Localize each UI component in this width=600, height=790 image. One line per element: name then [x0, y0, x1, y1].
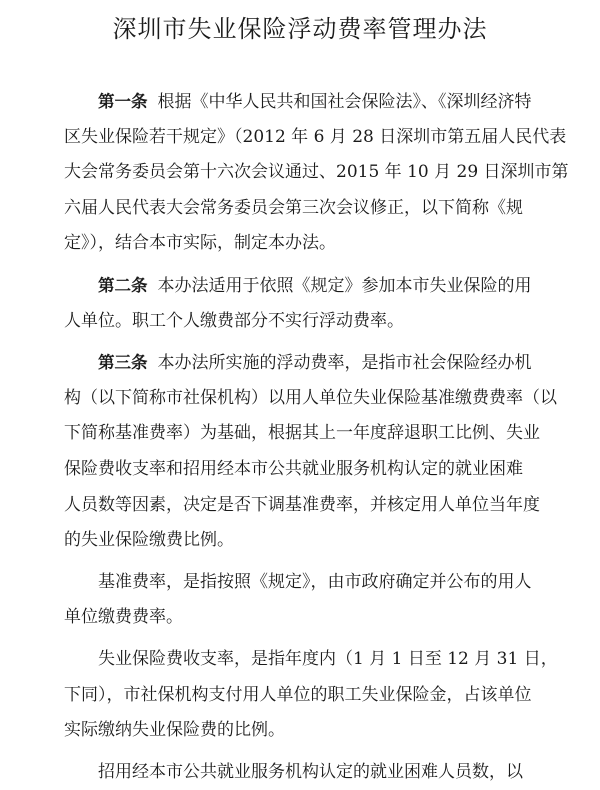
article-1: [64, 84, 569, 262]
paragraph-line: 实际缴纳失业保险费的比例。: [64, 720, 285, 741]
paragraph-base-rate: [64, 565, 564, 636]
paragraph-line: 下同），市社保机构支付用人单位的职工失业保险金，占该单位: [64, 684, 532, 705]
article-text: 本办法所实施的浮动费率，是指市社会保险经办机: [157, 353, 532, 374]
article-line: 定》），结合本市实际，制定本办法。: [64, 233, 336, 254]
article-line: [64, 345, 564, 381]
article-line: 六届人民代表大会常务委员会第三次会议修正，以下简称《规: [64, 197, 523, 218]
paragraph-line: 失业保险费收支率，是指年度内（1 月 1 日至 12 月 31 日，: [98, 648, 558, 669]
article-label: 第一条: [98, 92, 148, 111]
document-body: [64, 84, 569, 790]
article-line: 的失业保险缴费比例。: [64, 530, 234, 551]
article-line: [64, 268, 564, 304]
article-line: 人员数等因素，决定是否下调基准费率，并核定用人单位当年度: [64, 494, 540, 515]
article-text: 本办法适用于依照《规定》参加本市失业保险的用: [157, 275, 532, 296]
article-3: [64, 345, 564, 559]
article-line: 区失业保险若干规定》（2012 年 6 月 28 日深圳市第五届人民代表: [64, 126, 567, 147]
paragraph-line: 基准费率，是指按照《规定》，由市政府确定并公布的用人: [98, 571, 532, 592]
article-2: [64, 268, 564, 339]
paragraph-line: 单位缴费费率。: [64, 607, 183, 628]
paragraph-line: 招用经本市公共就业服务机构认定的就业困难人员数，以: [98, 761, 523, 782]
article-line: 人单位。职工个人缴费部分不实行浮动费率。: [64, 310, 404, 331]
article-line: 构（以下简称市社保机构）以用人单位失业保险基准缴费费率（以: [64, 387, 557, 408]
article-label: 第三条: [98, 353, 148, 373]
article-text: 根据《中华人民共和国社会保险法》、《深圳经济特: [157, 92, 532, 112]
article-line: 大会常务委员会第十六次会议通过、2015 年 10 月 29 日深圳市第: [64, 162, 569, 183]
article-line: [64, 84, 564, 120]
article-label: 第二条: [98, 275, 148, 295]
paragraph-hard-to-employ: [64, 755, 564, 790]
document-title: 深圳市失业保险浮动费率管理办法: [112, 15, 488, 43]
article-line: 保险费收支率和招用经本市公共就业服务机构认定的就业困难: [64, 458, 523, 479]
article-line: 下简称基准费率）为基础，根据其上一年度辞退职工比例、失业: [64, 423, 540, 444]
